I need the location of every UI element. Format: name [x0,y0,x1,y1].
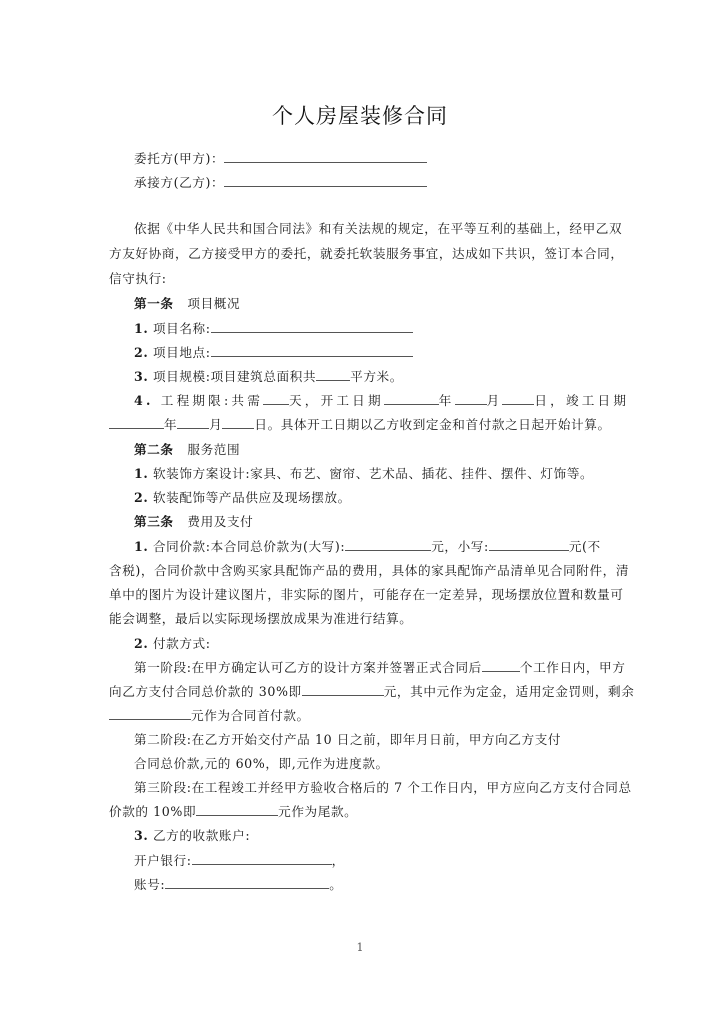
price-number-label: 元，小写: [431,539,489,554]
item-project-name [134,320,413,338]
price-uppercase-field[interactable] [345,538,431,551]
account-number-label: 账号: [134,877,166,892]
article-1-heading [134,295,240,313]
area-unit: 平方米。 [350,369,403,384]
stage-1-line-2 [109,683,634,701]
project-scale-label: 项目规模:项目建筑总面积共 [152,369,317,384]
bank-label: 开户银行: [134,853,192,868]
project-location-field[interactable] [211,344,413,357]
end-day-field[interactable] [222,416,254,429]
article-1-title: 项目概况 [187,296,241,311]
stage-3-line-1: 第三阶段:在工程竣工并经甲方验收合格后的 7 个工作日内，甲方应向乙方支付合同总 [134,780,632,795]
price-detail-line-2: 单中的图片为设计建议图片，非实际的图片，可能存在一定差异，现场摆放位置和数量可 [109,587,624,602]
end-year-field[interactable] [109,416,164,429]
service-item-text: 软装配饰等产品供应及现场摆放。 [152,490,351,505]
item-number: 1. [134,466,149,481]
project-location-label: 项目地点: [152,345,211,360]
stage-1-line-3 [109,707,310,725]
article-3-number: 第三条 [134,514,174,529]
stage-2-line-2: 合同总价款,元的 60%，即,元作为进度款。 [134,756,389,771]
article-1-number: 第一条 [134,296,174,311]
item-project-period-line-2 [109,416,611,434]
party-a-field[interactable] [224,150,427,163]
start-year-field[interactable] [384,392,439,405]
area-field[interactable] [316,368,350,381]
start-date-rule-text: 日。具体开工日期以乙方收到定金和首付款之日起开始计算。 [254,417,611,432]
article-2-number: 第二条 [134,442,174,457]
article-3-heading [134,513,253,531]
service-item-text: 软装饰方案设计:家具、布艺、窗帘、艺术品、插花、挂件、摆件、灯饰等。 [152,466,594,481]
party-b-label: 承接方(乙方)： [134,175,225,190]
party-a-line [134,150,427,168]
price-detail-line-3: 能会调整，最后以实际现场摆放成果为准进行结算。 [109,611,413,626]
stage-1-text: 个工作日内，甲方 [519,660,626,675]
account-number-field[interactable] [165,876,329,889]
item-number: 1. [134,321,149,336]
start-day-field[interactable] [502,392,534,405]
account-heading [134,827,250,845]
preamble-line-2: 方友好协商，乙方接受甲方的委托，就委托软装服务事宜，达成如下共识，签订本合同， [109,246,624,261]
article-3-title: 费用及支付 [187,514,254,529]
item-number: 2. [134,636,149,651]
punctuation: ， [331,853,345,868]
project-name-label: 项目名称: [152,321,211,336]
end-month-field[interactable] [177,416,209,429]
payment-method-heading [134,635,211,653]
month-label: 月 [486,393,503,408]
year-label: 年 [438,393,455,408]
item-number: 3. [134,369,149,384]
party-a-label: 委托方(甲方)： [134,151,225,166]
month-label: 月 [209,417,223,432]
item-project-scale [134,368,403,386]
stage-1-remaining-field[interactable] [109,707,191,720]
price-detail-line-1: 含税)，合同价款中含购买家具配饰产品的费用，具体的家具配饰产品清单见合同附件，清 [109,563,630,578]
payment-method-label: 付款方式: [152,636,211,651]
item-number: 2. [134,490,149,505]
stage-1-text: 第一阶段:在甲方确定认可乙方的设计方案并签署正式合同后 [134,660,482,675]
item-number: 1. [134,539,149,554]
stage-2-line-1: 第二阶段:在乙方开始交付产品 10 日之前，即年月日前，甲方向乙方支付 [134,732,562,747]
article-2-title: 服务范围 [187,442,241,457]
stage-1-text: 向乙方支付合同总价款的 30%即 [109,684,302,699]
service-item-2 [134,489,351,507]
start-month-field[interactable] [455,392,487,405]
punctuation: 。 [329,877,343,892]
price-tax-note: 元(不 [568,539,601,554]
account-number-line [134,876,342,894]
stage-1-text: 元作为合同首付款。 [191,708,310,723]
contract-price-line [134,538,601,556]
account-label: 乙方的收款账户: [152,828,251,843]
item-number: 4. [134,393,154,408]
bank-field[interactable] [192,852,332,865]
item-project-location [134,344,413,362]
preamble-line-1: 依据《中华人民共和国合同法》和有关法规的规定，在平等互利的基础上，经甲乙双 [134,221,623,236]
item-number: 2. [134,345,149,360]
item-project-period [134,392,629,410]
year-label: 年 [164,417,178,432]
service-item-1 [134,465,593,483]
stage-3-line-2 [109,803,357,821]
days-field[interactable] [263,392,289,405]
project-name-field[interactable] [211,320,413,333]
stage-3-text: 元作为尾款。 [278,804,358,819]
stage-1-days-field[interactable] [482,659,520,672]
stage-1-amount-field[interactable] [302,683,384,696]
start-date-label: 天，开工日期 [289,393,384,408]
preamble-line-3: 信守执行: [109,271,167,286]
stage-3-text: 价款的 10%即 [109,804,197,819]
price-number-field[interactable] [489,538,569,551]
item-number: 3. [134,828,149,843]
party-b-field[interactable] [224,174,427,187]
price-uppercase-label: 合同价款:本合同总价款为(大写): [152,539,346,554]
party-b-line [134,174,427,192]
page-number: 1 [356,941,364,954]
stage-3-amount-field[interactable] [196,803,278,816]
period-label: 工程期限:共需 [160,393,263,408]
bank-line [134,852,345,870]
end-date-label: 日，竣工日期 [534,393,630,408]
document-title: 个人房屋装修合同 [272,104,448,128]
stage-1-line-1 [134,659,625,677]
stage-1-text: 元，其中元作为定金，适用定金罚则，剩余 [383,684,635,699]
article-2-heading [134,441,240,459]
